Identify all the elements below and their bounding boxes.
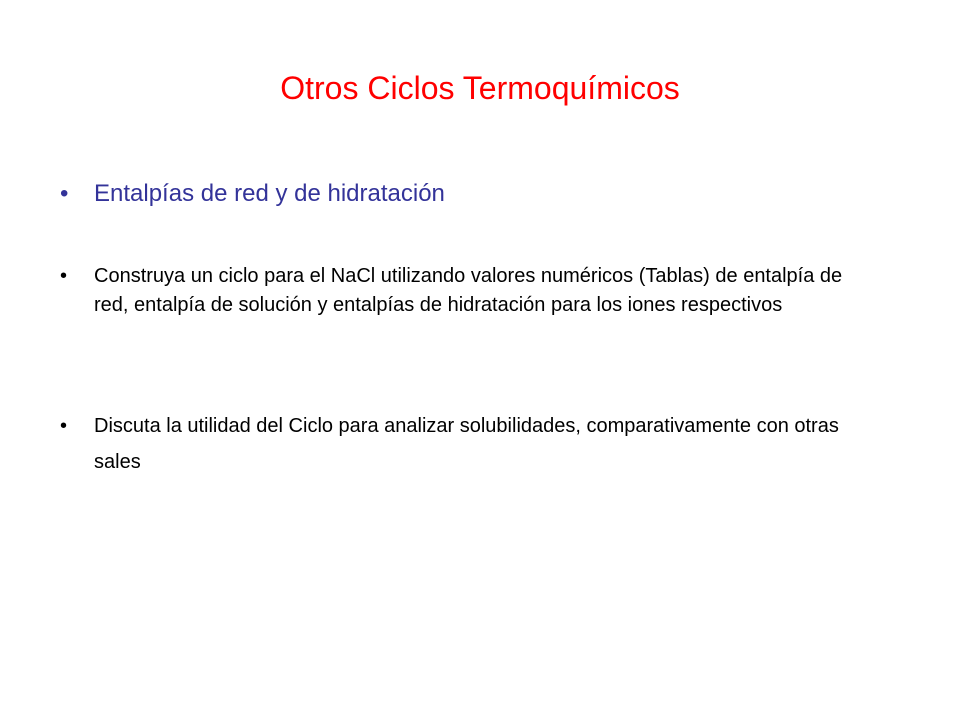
bullet-marker: • [60,415,68,437]
bullet-item-construct-cycle [60,262,860,320]
bullet-item-discuss-utility [60,408,860,480]
bullet-text-heading: Entalpías de red y de hidratación [94,180,445,207]
slide-title: Otros Ciclos Termoquímicos [280,70,680,106]
bullet-text-construct-cycle: Construya un ciclo para el NaCl utilizando valores numéricos (Tablas) de entalpía de red, entalpía de solución y entalpías de hidratación para los iones respectivos [94,265,843,316]
bullet-text-discuss-utility: Discuta la utilidad del Ciclo para analizar solubilidades, comparativamente con otras sales [94,415,839,473]
bullet-marker: • [60,180,69,207]
bullet-item-heading [60,176,920,212]
bullet-marker: • [60,265,68,287]
